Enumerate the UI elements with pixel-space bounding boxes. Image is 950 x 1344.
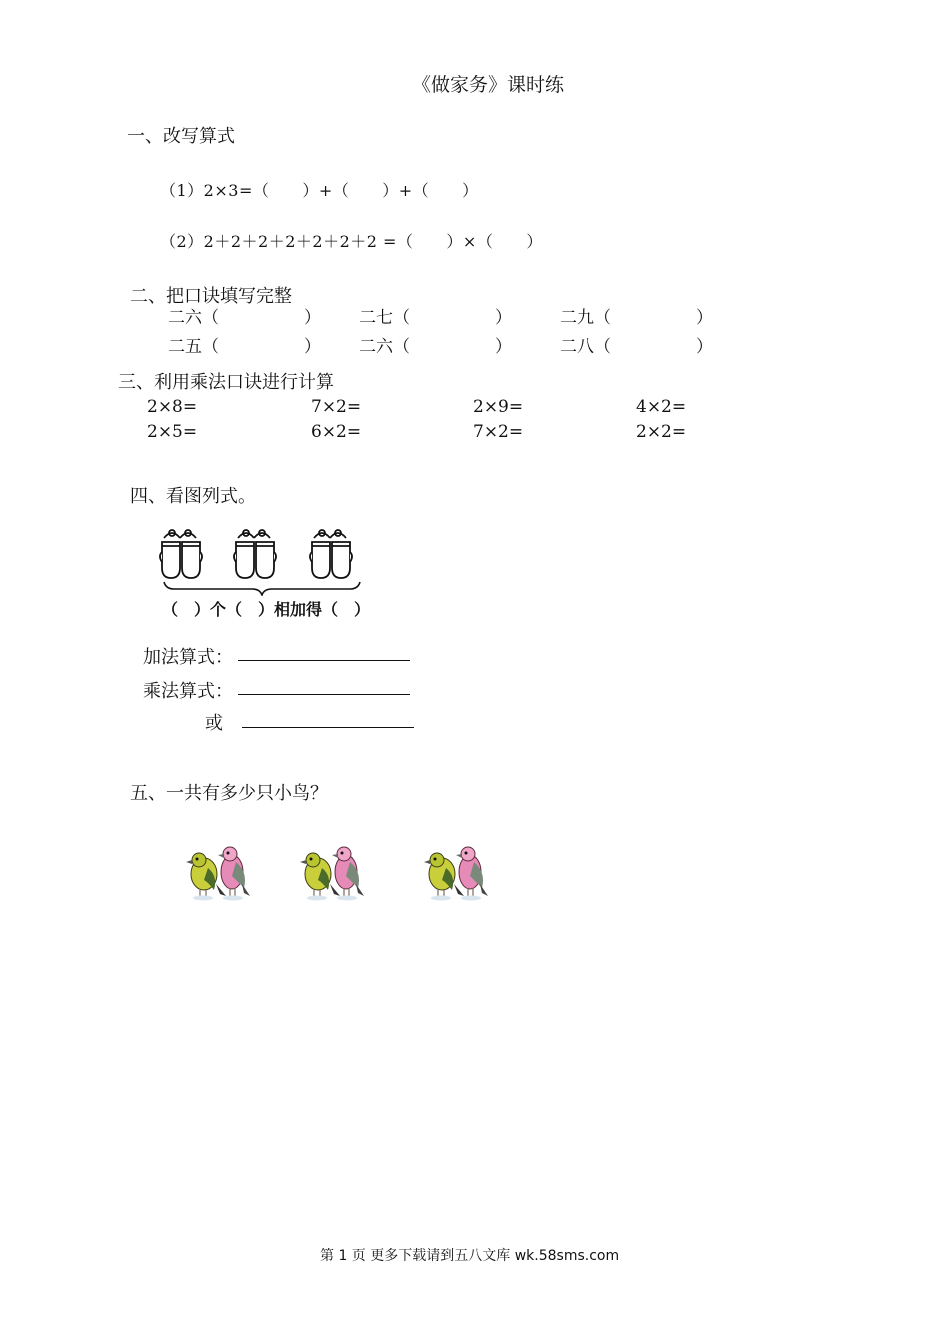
addition-answer-line[interactable] — [238, 660, 410, 661]
calc-item: 2×2= — [636, 422, 687, 442]
calc-item: 4×2= — [636, 397, 687, 417]
alternate-answer-line[interactable] — [242, 727, 414, 728]
multiplication-answer-line[interactable] — [238, 694, 410, 695]
bird-pair — [424, 847, 488, 901]
koujue-item: 二六（ ） — [359, 337, 512, 357]
koujue-item: 二六（ ） — [168, 308, 321, 328]
koujue-item: 二八（ ） — [560, 337, 713, 357]
birds-image — [184, 840, 494, 902]
addition-label: 加法算式： — [143, 647, 233, 668]
page-title: 《做家务》课时练 — [412, 74, 565, 96]
section1-line2: （2）2＋2＋2＋2＋2＋2＋2 =（ ）×（ ） — [160, 232, 543, 251]
section2-heading: 二、把口诀填写完整 — [130, 286, 292, 307]
koujue-item: 二九（ ） — [560, 308, 713, 328]
calc-item: 6×2= — [311, 422, 362, 442]
page-footer: 第 1 页 更多下载请到五八文库 wk.58sms.com — [320, 1248, 620, 1264]
section5-heading: 五、一共有多少只小鸟？ — [130, 783, 328, 804]
mitten-pair — [310, 530, 352, 578]
multiplication-label: 乘法算式： — [143, 681, 233, 702]
calc-item: 7×2= — [311, 397, 362, 417]
section3-heading: 三、利用乘法口诀进行计算 — [118, 372, 334, 393]
mittens-caption: （ ）个（ ）相加得（ ） — [162, 600, 371, 619]
mitten-pair — [160, 530, 202, 578]
bird-pair — [300, 847, 364, 901]
section1-heading: 一、改写算式 — [127, 126, 235, 147]
bird-pair — [186, 847, 250, 901]
calc-item: 2×8= — [147, 397, 198, 417]
section1-line1: （1）2×3=（ ）+（ ）+（ ） — [160, 181, 479, 200]
or-label: 或 — [205, 713, 223, 734]
mittens-image — [158, 524, 368, 596]
section4-heading: 四、看图列式。 — [130, 486, 256, 507]
koujue-item: 二五（ ） — [168, 337, 321, 357]
calc-item: 2×9= — [473, 397, 524, 417]
calc-item: 2×5= — [147, 422, 198, 442]
koujue-item: 二七（ ） — [359, 308, 512, 328]
calc-item: 7×2= — [473, 422, 524, 442]
mitten-pair — [234, 530, 276, 578]
